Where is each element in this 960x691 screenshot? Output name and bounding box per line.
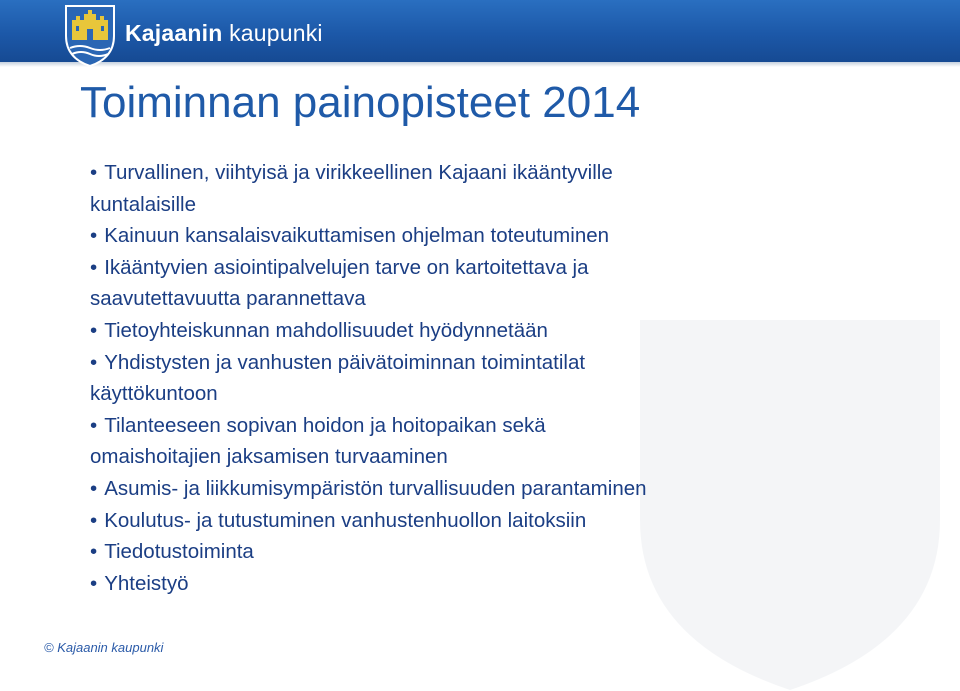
bullet-text: Asumis- ja liikkumisympäristön turvallisuuden parantaminen xyxy=(104,476,647,500)
list-item xyxy=(90,536,790,568)
list-item xyxy=(90,315,790,347)
bullet-text-continued: omaishoitajien jaksamisen turvaaminen xyxy=(90,445,448,469)
bullet-icon: • xyxy=(90,540,98,564)
footer-copyright: © Kajaanin kaupunki xyxy=(44,640,164,655)
bullet-text-continued: käyttökuntoon xyxy=(90,382,218,406)
bullet-icon: • xyxy=(90,350,98,374)
list-item xyxy=(90,505,790,537)
bullet-icon: • xyxy=(90,476,98,500)
bullet-text-continued: kuntalaisille xyxy=(90,192,196,216)
list-item xyxy=(90,157,790,220)
list-item xyxy=(90,220,790,252)
bullet-text: Ikääntyvien asiointipalvelujen tarve on kartoitettava ja xyxy=(104,255,589,279)
bullet-text: Turvallinen, viihtyisä ja virikkeellinen Kajaani ikääntyville xyxy=(104,161,613,184)
bullet-text: Koulutus- ja tutustuminen vanhustenhuollon laitoksiin xyxy=(104,508,587,532)
bullet-text: Kainuun kansalaisvaikuttamisen ohjelman toteutuminen xyxy=(104,224,610,248)
brand-bold-text: Kajaanin xyxy=(125,20,223,46)
bullet-text: Tiedotustoiminta xyxy=(104,540,254,564)
bullet-icon: • xyxy=(90,224,98,248)
brand-name xyxy=(125,20,323,47)
slide-title: Toiminnan painopisteet 2014 xyxy=(80,78,641,127)
bullet-icon: • xyxy=(90,413,98,437)
list-item xyxy=(90,568,790,600)
bullet-icon: • xyxy=(90,571,98,595)
bullet-text: Yhdistysten ja vanhusten päivätoiminnan toimintatilat xyxy=(104,350,586,374)
bullet-icon: • xyxy=(90,255,98,279)
bullet-icon: • xyxy=(90,318,98,342)
bullet-text-continued: saavutettavuutta parannettava xyxy=(90,287,366,311)
kajaani-crest-icon xyxy=(62,2,118,68)
bullet-list xyxy=(90,157,790,599)
list-item xyxy=(90,473,790,505)
brand-regular-text: kaupunki xyxy=(229,20,323,46)
list-item xyxy=(90,347,790,410)
bullet-icon: • xyxy=(90,161,98,184)
list-item xyxy=(90,252,790,315)
bullet-icon: • xyxy=(90,508,98,532)
bullet-text: Tietoyhteiskunnan mahdollisuudet hyödynnetään xyxy=(104,318,548,342)
header-shadow xyxy=(0,62,960,67)
bullet-text: Tilanteeseen sopivan hoidon ja hoitopaikan sekä xyxy=(104,413,546,437)
bullet-text: Yhteistyö xyxy=(104,571,189,595)
list-item xyxy=(90,410,790,473)
